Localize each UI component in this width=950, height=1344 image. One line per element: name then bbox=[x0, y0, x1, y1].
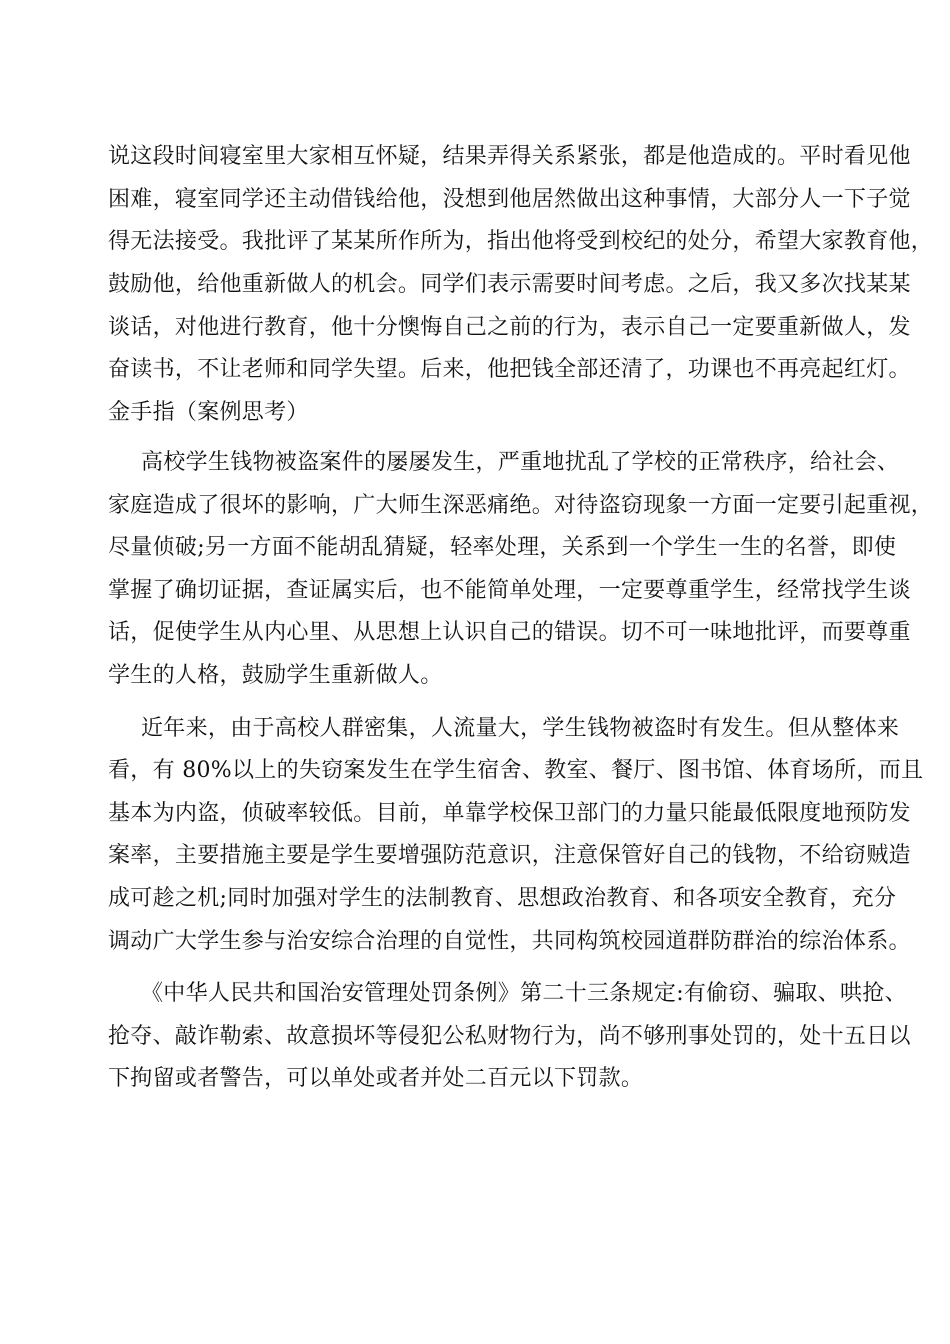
paragraph-1-line-5: 谈话，对他进行教育，他十分懊悔自己之前的行为，表示自己一定要重新做人，发 bbox=[108, 315, 911, 340]
paragraph-3-line-5: 成可趁之机;同时加强对学生的法制教育、思想政治教育、和各项安全教育，充分 bbox=[108, 886, 897, 911]
paragraph-3-line-2: 看，有 80%以上的失窃案发生在学生宿舍、教室、餐厅、图书馆、体育场所，而且 bbox=[108, 758, 924, 783]
paragraph-1-line-3: 得无法接受。我批评了某某所作所为，指出他将受到校纪的处分，希望大家教育他， bbox=[108, 229, 934, 254]
paragraph-3-line-6: 调动广大学生参与治安综合治理的自觉性，共同构筑校园道群防群治的综治体系。 bbox=[108, 929, 911, 954]
paragraph-2-line-6: 学生的人格，鼓励学生重新做人。 bbox=[108, 663, 443, 688]
paragraph-4-line-3: 下拘留或者警告，可以单处或者并处二百元以下罚款。 bbox=[108, 1066, 644, 1091]
paragraph-1-line-4: 鼓励他，给他重新做人的机会。同学们表示需要时间考虑。之后，我又多次找某某 bbox=[108, 272, 911, 297]
section-heading: 金手指（案例思考） bbox=[108, 400, 309, 425]
paragraph-2-line-2: 家庭造成了很坏的影响，广大师生深恶痛绝。对待盗窃现象一方面一定要引起重视， bbox=[108, 493, 934, 518]
paragraph-2-line-4: 掌握了确切证据，查证属实后，也不能简单处理，一定要尊重学生，经常找学生谈 bbox=[108, 578, 911, 603]
paragraph-3-line-1: 近年来，由于高校人群密集，人流量大，学生钱物被盗时有发生。但从整体来 bbox=[141, 716, 900, 741]
paragraph-1-line-1: 说这段时间寝室里大家相互怀疑，结果弄得关系紧张，都是他造成的。平时看见他 bbox=[108, 144, 911, 169]
paragraph-3-line-3: 基本为内盗，侦破率较低。目前，单靠学校保卫部门的力量只能最低限度地预防发 bbox=[108, 801, 911, 826]
paragraph-1-line-2: 困难，寝室同学还主动借钱给他，没想到他居然做出这种事情，大部分人一下子觉 bbox=[108, 187, 911, 212]
paragraph-2-line-5: 话，促使学生从内心里、从思想上认识自己的错误。切不可一味地批评，而要尊重 bbox=[108, 620, 911, 645]
paragraph-3-line-4: 案率，主要措施主要是学生要增强防范意识，注意保管好自己的钱物，不给窃贼造 bbox=[108, 843, 911, 868]
paragraph-4-line-2: 抢夺、敲诈勒索、故意损坏等侵犯公私财物行为，尚不够刑事处罚的，处十五日以 bbox=[108, 1024, 911, 1049]
paragraph-2-line-3: 尽量侦破;另一方面不能胡乱猜疑，轻率处理，关系到一个学生一生的名誉，即使 bbox=[108, 535, 897, 560]
paragraph-4-line-1: 《中华人民共和国治安管理处罚条例》第二十三条规定:有偷窃、骗取、哄抢、 bbox=[141, 981, 907, 1006]
paragraph-2-line-1: 高校学生钱物被盗案件的屡屡发生，严重地扰乱了学校的正常秩序，给社会、 bbox=[141, 450, 900, 475]
paragraph-1-line-6: 奋读书，不让老师和同学失望。后来，他把钱全部还清了，功课也不再亮起红灯。 bbox=[108, 357, 911, 382]
